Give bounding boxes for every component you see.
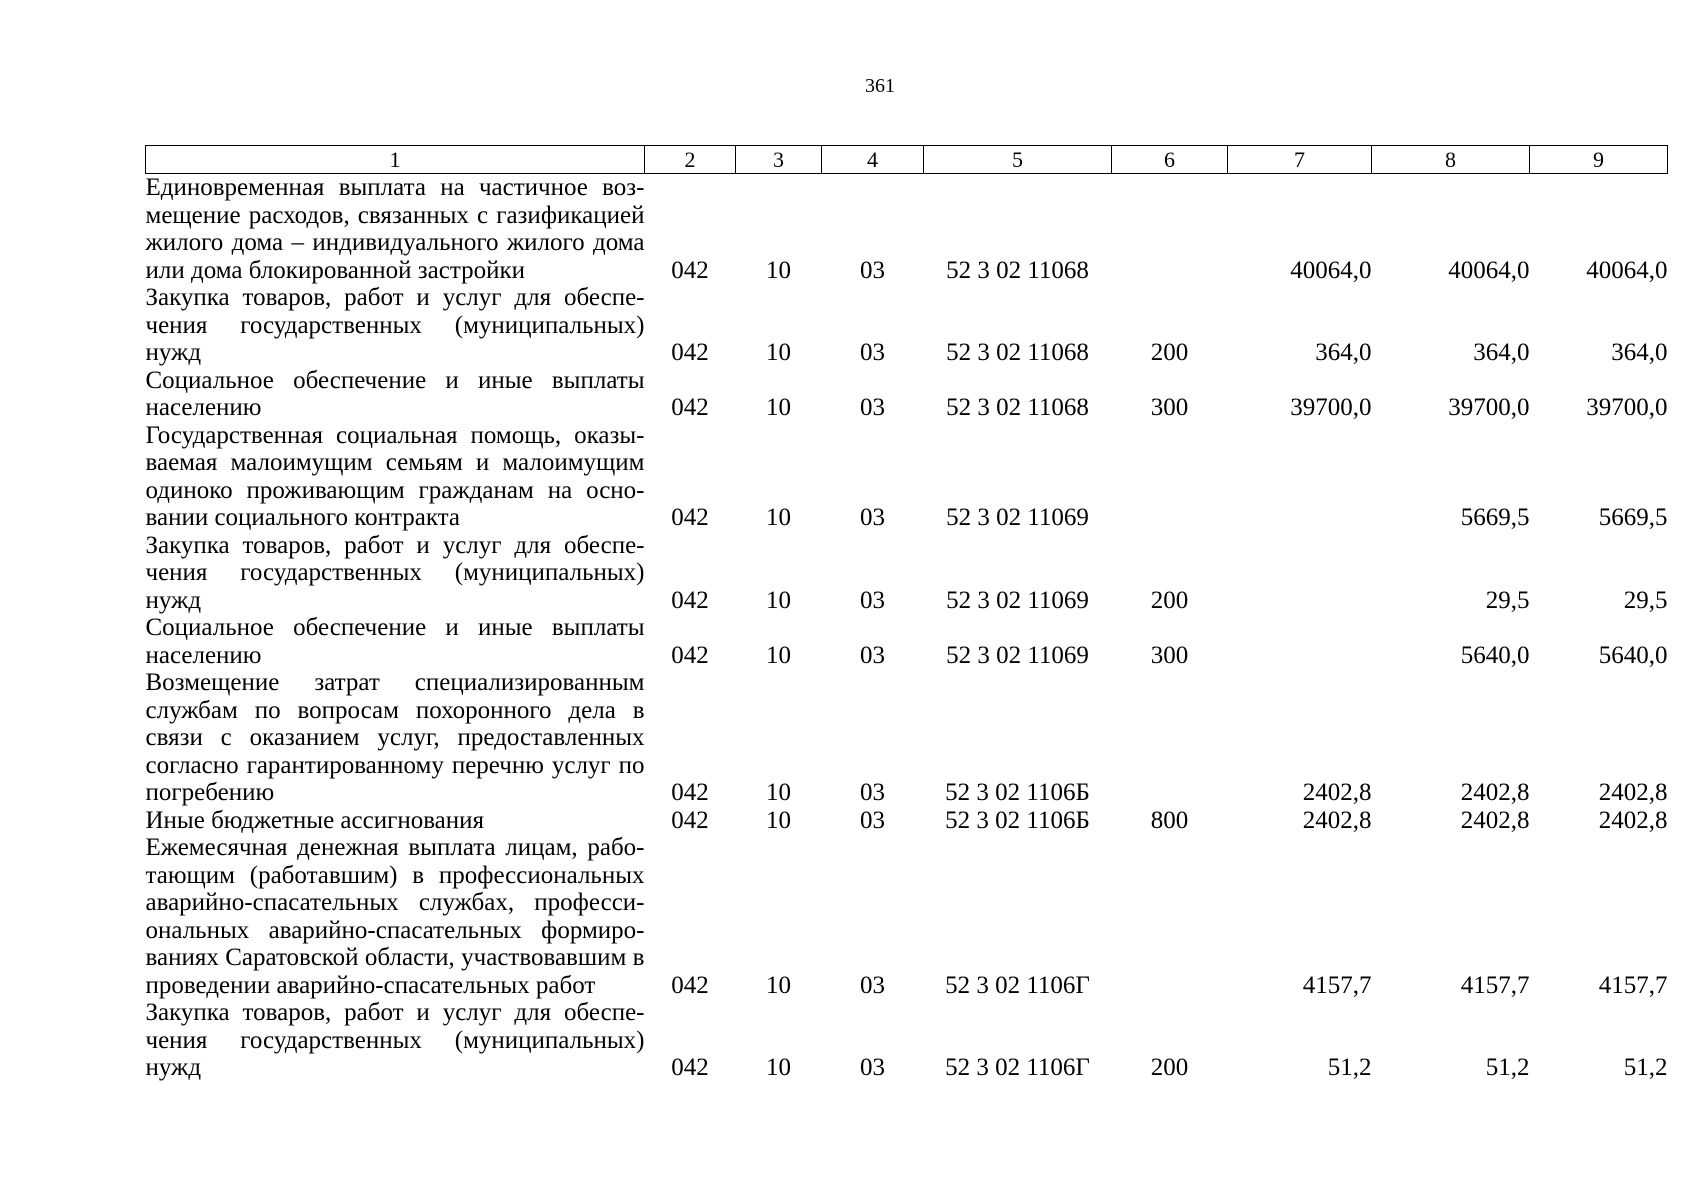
ministry-code: 042 bbox=[671, 806, 709, 834]
ministry-code: 042 bbox=[671, 339, 709, 366]
table-row bbox=[146, 532, 1668, 615]
row-name: Закупка товаров, работ и услуг для обеспечения государственных (муниципальных) нужд bbox=[145, 999, 645, 1081]
header-col-7: 7 bbox=[1228, 146, 1372, 174]
target-article-code: 52 3 02 11069 bbox=[946, 504, 1089, 531]
amount-col-8: 2402,8 bbox=[1460, 806, 1530, 834]
amount-col-7: 51,2 bbox=[1327, 1054, 1372, 1081]
ministry-code: 042 bbox=[671, 256, 709, 284]
amount-col-7: 2402,8 bbox=[1302, 779, 1372, 806]
amount-col-9: 4157,7 bbox=[1598, 971, 1668, 999]
ministry-code: 042 bbox=[671, 641, 709, 669]
subsection-code: 03 bbox=[860, 1054, 885, 1081]
table-body bbox=[146, 174, 1668, 1082]
subsection-code: 03 bbox=[860, 256, 885, 284]
ministry-code: 042 bbox=[671, 1054, 709, 1081]
ministry-code: 042 bbox=[671, 504, 709, 531]
expense-type-code: 200 bbox=[1150, 1054, 1189, 1081]
header-col-8: 8 bbox=[1372, 146, 1530, 174]
expense-type-code: 800 bbox=[1150, 806, 1189, 834]
ministry-code: 042 bbox=[671, 586, 709, 614]
amount-col-9: 2402,8 bbox=[1598, 806, 1668, 834]
expense-type-code: 200 bbox=[1150, 339, 1189, 366]
header-col-2: 2 bbox=[645, 146, 736, 174]
section-code: 10 bbox=[766, 394, 791, 421]
page-number: 361 bbox=[865, 75, 895, 97]
header-col-9: 9 bbox=[1530, 146, 1668, 174]
expense-type-code bbox=[1112, 669, 1228, 807]
subsection-code: 03 bbox=[860, 971, 885, 999]
target-article-code: 52 3 02 1106Б bbox=[945, 779, 1090, 806]
section-code: 10 bbox=[766, 1054, 791, 1081]
amount-col-7: 39700,0 bbox=[1290, 394, 1372, 421]
amount-col-7 bbox=[1228, 614, 1372, 669]
row-name: Социальное обеспечение и иные выплаты населению bbox=[145, 366, 645, 421]
amount-col-7 bbox=[1228, 532, 1372, 615]
section-code: 10 bbox=[766, 339, 791, 366]
amount-col-9: 40064,0 bbox=[1586, 256, 1668, 284]
header-col-1: 1 bbox=[146, 146, 645, 174]
table-header bbox=[146, 146, 1668, 174]
target-article-code: 52 3 02 11068 bbox=[946, 339, 1089, 366]
target-article-code: 52 3 02 1106Г bbox=[945, 971, 1090, 999]
table-row bbox=[146, 807, 1668, 835]
ministry-code: 042 bbox=[671, 971, 709, 999]
amount-col-7: 2402,8 bbox=[1302, 806, 1372, 834]
target-article-code: 52 3 02 1106Г bbox=[945, 1054, 1090, 1081]
amount-col-9: 29,5 bbox=[1623, 586, 1668, 614]
expense-type-code: 300 bbox=[1150, 641, 1189, 669]
amount-col-7: 364,0 bbox=[1315, 339, 1372, 366]
amount-col-9: 51,2 bbox=[1623, 1054, 1668, 1081]
subsection-code: 03 bbox=[860, 641, 885, 669]
amount-col-9: 364,0 bbox=[1611, 339, 1668, 366]
amount-col-8: 39700,0 bbox=[1448, 394, 1530, 421]
row-name: Государственная социальная помощь, оказываемая малоимущим семьям и малоимущим одиноко проживающим гражданам на основании социального контракта bbox=[145, 421, 645, 531]
amount-col-9: 5640,0 bbox=[1598, 641, 1668, 669]
table-row bbox=[146, 367, 1668, 422]
amount-col-8: 364,0 bbox=[1473, 339, 1530, 366]
row-name: Возмещение затрат специализированным службам по вопросам похоронного дела в связи с оказанием услуг, предоставленных согласно гарантированному перечню услуг по погребению bbox=[145, 669, 645, 806]
section-code: 10 bbox=[766, 971, 791, 999]
expense-type-code: 300 bbox=[1150, 394, 1189, 421]
target-article-code: 52 3 02 11069 bbox=[946, 641, 1089, 669]
amount-col-8: 29,5 bbox=[1485, 586, 1530, 614]
subsection-code: 03 bbox=[860, 339, 885, 366]
table-row bbox=[146, 834, 1668, 999]
subsection-code: 03 bbox=[860, 806, 885, 834]
row-name: Закупка товаров, работ и услуг для обеспечения государственных (муниципальных) нужд bbox=[145, 284, 645, 366]
amount-col-9: 2402,8 bbox=[1598, 779, 1668, 806]
amount-col-8: 5669,5 bbox=[1460, 504, 1530, 531]
table-row bbox=[146, 284, 1668, 367]
target-article-code: 52 3 02 1106Б bbox=[945, 806, 1090, 834]
subsection-code: 03 bbox=[860, 504, 885, 531]
amount-col-9: 39700,0 bbox=[1586, 394, 1668, 421]
row-name: Ежемесячная денежная выплата лицам, работающим (работавшим) в профессиональных аварийно-спасательных службах, профессиональных аварийно-спасательных формированиях Саратовской области, участвовавшим в проведении аварийно-спасательных работ bbox=[145, 834, 645, 999]
amount-col-8: 40064,0 bbox=[1448, 256, 1530, 284]
budget-table bbox=[145, 145, 1668, 1082]
section-code: 10 bbox=[766, 806, 791, 834]
section-code: 10 bbox=[766, 504, 791, 531]
row-name: Закупка товаров, работ и услуг для обеспечения государственных (муниципальных) нужд bbox=[145, 531, 645, 614]
amount-col-8: 4157,7 bbox=[1460, 971, 1530, 999]
target-article-code: 52 3 02 11068 bbox=[946, 394, 1089, 421]
ministry-code: 042 bbox=[671, 394, 709, 421]
amount-col-8: 51,2 bbox=[1485, 1054, 1530, 1081]
header-col-3: 3 bbox=[736, 146, 822, 174]
target-article-code: 52 3 02 11068 bbox=[946, 256, 1089, 284]
amount-col-7 bbox=[1228, 422, 1372, 532]
row-name: Единовременная выплата на частичное возмещение расходов, связанных с газификацией жилого дома – индивидуального жилого дома или дома блокированной застройки bbox=[145, 174, 645, 284]
table-row bbox=[146, 614, 1668, 669]
ministry-code: 042 bbox=[671, 779, 709, 806]
expense-type-code bbox=[1112, 422, 1228, 532]
table-row bbox=[146, 999, 1668, 1082]
section-code: 10 bbox=[766, 586, 791, 614]
row-name: Социальное обеспечение и иные выплаты населению bbox=[145, 614, 645, 669]
amount-col-7: 4157,7 bbox=[1302, 971, 1372, 999]
subsection-code: 03 bbox=[860, 586, 885, 614]
header-col-5: 5 bbox=[924, 146, 1112, 174]
expense-type-code: 200 bbox=[1150, 586, 1189, 614]
table-row bbox=[146, 669, 1668, 807]
table-row bbox=[146, 174, 1668, 285]
amount-col-8: 2402,8 bbox=[1460, 779, 1530, 806]
subsection-code: 03 bbox=[860, 779, 885, 806]
header-col-6: 6 bbox=[1112, 146, 1228, 174]
section-code: 10 bbox=[766, 779, 791, 806]
expense-type-code bbox=[1112, 834, 1228, 999]
section-code: 10 bbox=[766, 641, 791, 669]
amount-col-8: 5640,0 bbox=[1460, 641, 1530, 669]
table-row bbox=[146, 422, 1668, 532]
subsection-code: 03 bbox=[860, 394, 885, 421]
section-code: 10 bbox=[766, 256, 791, 284]
amount-col-7: 40064,0 bbox=[1290, 256, 1372, 284]
header-row bbox=[146, 146, 1668, 174]
amount-col-9: 5669,5 bbox=[1598, 504, 1668, 531]
target-article-code: 52 3 02 11069 bbox=[946, 586, 1089, 614]
row-name: Иные бюджетные ассигнования bbox=[145, 806, 485, 834]
expense-type-code bbox=[1112, 174, 1228, 285]
header-col-4: 4 bbox=[822, 146, 924, 174]
